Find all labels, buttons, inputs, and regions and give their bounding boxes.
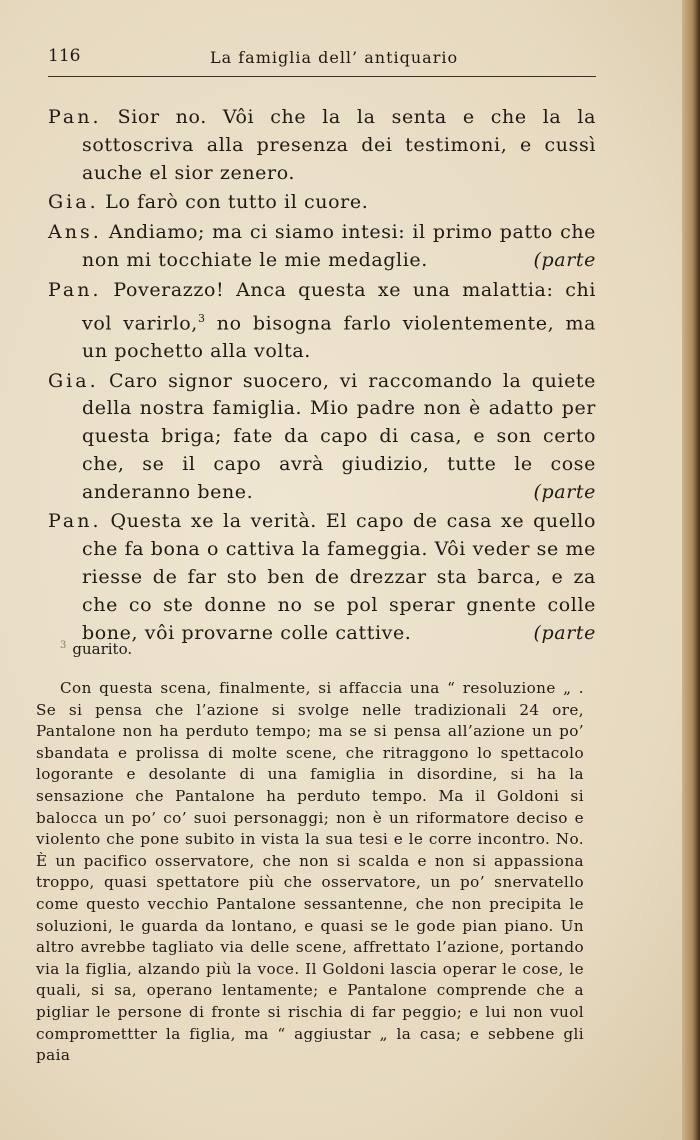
speech-line xyxy=(48,189,596,217)
speaker-label: Gia. xyxy=(48,369,99,392)
commentary-paragraph: Con questa scena, finalmente, si affaccia una “ resoluzione „ . Se si pensa che l’azione si svolge nelle tradizionali 24 ore, Pantalone non ha perduto tempo; ma se si pensa all’azione un po’ sbandata e prolissa di molte scene, che ritraggono lo spettacolo logorante e desolante di una famiglia in disordine, si ha la sensazione che Pantalone ha perduto tempo. Ma il Goldoni si balocca un po’ co’ suoi personaggi; non è un riformatore deciso e violento che pone subito in vista la sua tesi e le corre incontro. No. È un pacifico osservatore, che non si scalda e non si appassiona troppo, quasi spettatore più che osservatore, un po’ snervatello come questo vecchio Pantalone sessantenne, che non precipita le soluzioni, le guarda da lontano, e quasi se le gode pian piano. Un altro avrebbe tagliato via delle scene, affrettato l’azione, portando via la figlia, alzando più la voce. Il Goldoni lascia operar le cose, le quali, si sa, operano lentamente; e Pantalone comprende che a pigliar le persone di fronte si rischia di far peggio; e lui non vuol compromettter la figlia, ma “ aggiustar „ la casa; e sebbene gli paia xyxy=(36,679,584,1065)
speech-text: no bisogna farlo violentemente, ma un pochetto alla volta. xyxy=(82,311,596,362)
page-edge-shadow xyxy=(682,0,700,1140)
speech-line xyxy=(48,508,596,647)
speech-line xyxy=(48,277,596,366)
speaker-label: Pan. xyxy=(48,278,102,301)
stage-direction: (parte xyxy=(533,480,596,503)
footnote-text: guarito. xyxy=(72,640,133,658)
play-text xyxy=(48,104,596,647)
speech-text: Caro signor suocero, vi raccomando la quiete della nostra famiglia. Mio padre non è adatto per questa briga; fate da capo di casa, e son certo che, se il capo avrà giudizio, tutte le cose anderanno bene. xyxy=(82,369,597,503)
speech-text: Poverazzo! Anca questa xe una malattia: chi vol varirlo, xyxy=(82,278,597,334)
page-header xyxy=(48,46,596,74)
speech-line xyxy=(48,104,596,187)
footnote-mark: 3 xyxy=(60,640,67,651)
running-title: La famiglia dell’ antiquario xyxy=(210,48,459,67)
stage-direction: (parte xyxy=(533,248,596,271)
speaker-label: Ans. xyxy=(48,221,102,244)
speech-text: Lo farò con tutto il cuore. xyxy=(105,191,369,214)
speaker-label: Pan. xyxy=(48,510,102,533)
speech-text: Sior no. Vôi che la la senta e che la la sottoscriva alla presenza dei testimoni, e cussì auche el sior zenero. xyxy=(82,106,596,184)
footnote xyxy=(60,640,132,658)
speech-text: Andiamo; ma ci siamo intesi: il primo patto che non mi tocchiate le mie medaglie. xyxy=(82,221,596,271)
stage-direction: (parte xyxy=(533,621,596,644)
page-number: 116 xyxy=(48,46,81,66)
speech-line xyxy=(48,219,596,275)
header-rule xyxy=(48,76,596,77)
footnote-ref: 3 xyxy=(197,311,206,325)
speaker-label: Pan. xyxy=(48,106,102,128)
speaker-label: Gia. xyxy=(48,191,99,214)
speech-line xyxy=(48,368,596,507)
speech-text: Questa xe la verità. El capo de casa xe quello che fa bona o cattiva la fameggia. Vôi veder se me riesse de far sto ben de drezzar sta barca, e za che co ste donne no se pol sperar gnente colle bone, vôi provarne colle cattive. xyxy=(82,510,596,644)
